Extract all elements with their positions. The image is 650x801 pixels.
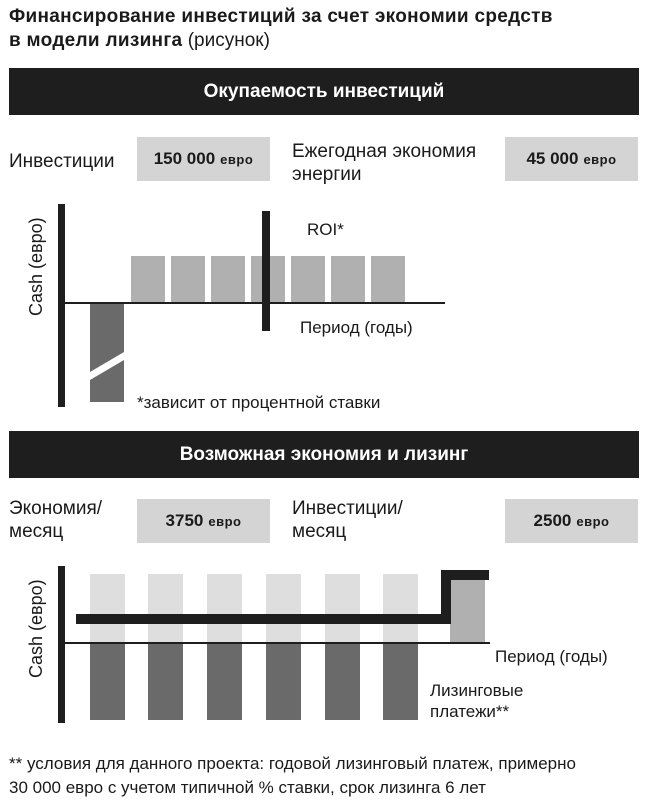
leasing-payments-label-line1: Лизинговые — [430, 681, 524, 700]
footnote — [9, 752, 576, 800]
savings-bar — [171, 256, 205, 302]
monthly-savings-value: 3750 — [165, 511, 204, 530]
monthly-savings-label — [9, 497, 102, 543]
monthly-investment-label-line2: месяц — [292, 521, 347, 542]
leasing-payment-bar — [207, 644, 242, 720]
title-line1: Финансирование инвестиций за счет экономии средств — [9, 6, 553, 27]
savings-bar — [331, 256, 365, 302]
monthly-savings-bar — [325, 574, 360, 642]
savings-bar — [291, 256, 325, 302]
monthly-savings-label-line2: месяц — [9, 521, 64, 542]
leasing-payment-bar — [266, 644, 301, 720]
title-line2-normal: (рисунок) — [187, 30, 270, 51]
roi-y-axis-label: Cash (евро) — [26, 217, 46, 316]
monthly-investment-value-box — [505, 499, 638, 543]
investment-value: 150 000 — [153, 149, 216, 168]
monthly-investment-currency: евро — [576, 513, 610, 529]
annual-savings-value: 45 000 — [526, 149, 579, 168]
leasing-payment-bar — [90, 644, 125, 720]
monthly-savings-bar — [90, 574, 125, 642]
leasing-payments-label-line2: платежи** — [430, 702, 510, 721]
leasing-x-axis — [58, 642, 490, 644]
monthly-investment-label-line1: Инвестиции/ — [292, 498, 403, 519]
post-lease-savings-bar — [450, 580, 485, 642]
leasing-payment-bar — [383, 644, 418, 720]
savings-bar — [131, 256, 165, 302]
roi-y-axis — [58, 204, 65, 407]
savings-bar — [371, 256, 405, 302]
roi-label: ROI* — [307, 220, 344, 239]
monthly-savings-currency: евро — [208, 513, 242, 529]
leasing-payment-bar — [148, 644, 183, 720]
annual-savings-label-line2: энергии — [292, 164, 362, 185]
interest-rate-note: *зависит от процентной ставки — [137, 393, 381, 412]
monthly-savings-value-box — [137, 499, 270, 543]
investment-bar — [90, 304, 124, 402]
investment-label: Инвестиции — [9, 151, 115, 172]
monthly-investment-label — [292, 497, 403, 543]
footnote-line1: ** условия для данного проекта: годовой лизинговый платеж, примерно — [9, 754, 576, 773]
leasing-y-axis-label: Cash (евро) — [26, 579, 46, 678]
roi-x-axis-label: Период (годы) — [300, 318, 413, 337]
section1-header: Окупаемость инвестиций — [9, 68, 639, 115]
leasing-y-axis — [58, 566, 65, 723]
monthly-savings-bar — [148, 574, 183, 642]
monthly-investment-value: 2500 — [533, 511, 572, 530]
leasing-payment-bar — [325, 644, 360, 720]
leasing-x-axis-label: Период (годы) — [495, 647, 608, 666]
title-line2-bold: в модели лизинга — [9, 30, 183, 51]
roi-x-axis — [58, 302, 445, 304]
monthly-savings-bar — [383, 574, 418, 642]
roi-marker — [262, 211, 270, 331]
investment-currency: евро — [220, 151, 254, 167]
section2-header: Возможная экономия и лизинг — [9, 431, 639, 478]
monthly-savings-bar — [266, 574, 301, 642]
leasing-payments-label — [430, 680, 523, 722]
annual-savings-label-line1: Ежегодная экономия — [292, 141, 477, 162]
monthly-savings-bar — [207, 574, 242, 642]
monthly-savings-label-line1: Экономия/ — [9, 498, 103, 519]
annual-savings-currency: евро — [583, 151, 617, 167]
footnote-line2: 30 000 евро с учетом типичной % ставки, срок лизинга 6 лет — [9, 778, 486, 797]
savings-bar — [211, 256, 245, 302]
